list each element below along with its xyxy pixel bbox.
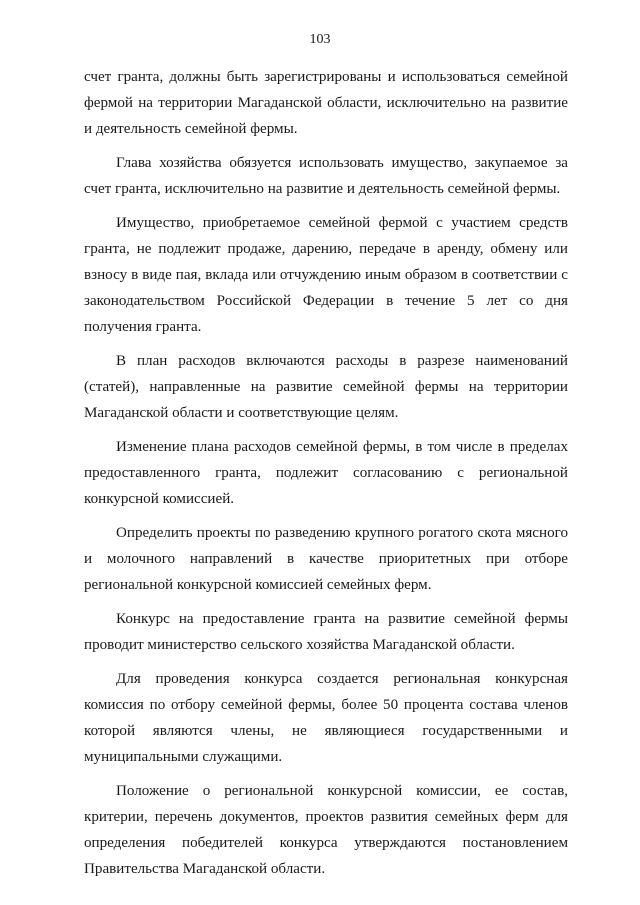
paragraph-property-restrictions: Имущество, приобретаемое семейной фермой с участием средств гранта, не подлежит продаже, дарению, передаче в аренду, обмену или взносу в виде пая, вклада или отчуждению иным образом в соответствии с законодательством Российской Федерации в течение 5 лет со дня получения гранта. xyxy=(84,215,568,335)
paragraph-contest-organizer: Конкурс на предоставление гранта на развитие семейной фермы проводит министерство сельского хозяйства Магаданской области. xyxy=(84,611,568,653)
paragraph-continuation: счет гранта, должны быть зарегистрированы и использоваться семейной фермой на территории Магаданской области, исключительно на развитие и деятельность семейной фермы. xyxy=(84,69,568,137)
paragraph-commission-composition: Для проведения конкурса создается региональная конкурсная комиссия по отбору семейной фермы, более 50 процента состава членов которой являются члены, не являющиеся государственными и муниципальными служащими. xyxy=(84,671,568,765)
paragraph-priority-projects: Определить проекты по разведению крупного рогатого скота мясного и молочного направлений в качестве приоритетных при отборе региональной конкурсной комиссией семейных ферм. xyxy=(84,525,568,593)
page-number: 103 xyxy=(309,32,331,47)
paragraph-household-head-obligation: Глава хозяйства обязуется использовать имущество, закупаемое за счет гранта, исключительно на развитие и деятельность семейной фермы. xyxy=(84,155,568,197)
paragraph-commission-regulation: Положение о региональной конкурсной комиссии, ее состав, критерии, перечень документов, проектов развития семейных ферм для определения победителей конкурса утверждаются постановлением Правительства Магаданской области. xyxy=(84,783,568,877)
paragraph-expense-plan-changes: Изменение плана расходов семейной фермы, в том числе в пределах предоставленного гранта, подлежит согласованию с региональной конкурсной комиссией. xyxy=(84,439,568,507)
paragraph-expense-plan: В план расходов включаются расходы в разрезе наименований (статей), направленные на развитие семейной фермы на территории Магаданской области и соответствующие целям. xyxy=(84,353,568,421)
body-text xyxy=(84,64,568,890)
